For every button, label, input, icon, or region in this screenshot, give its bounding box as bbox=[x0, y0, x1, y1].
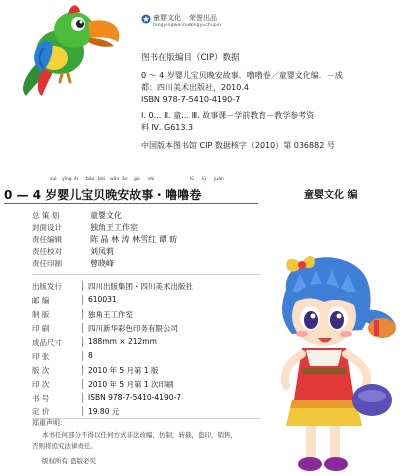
star-logo-icon bbox=[141, 14, 151, 24]
pub-label: 定 价 bbox=[32, 407, 50, 416]
credits-divider bbox=[32, 274, 260, 275]
pub-value: 610031 bbox=[88, 295, 117, 304]
pub-label: 书 号 bbox=[32, 394, 50, 403]
pub-value: ISBN 978-7-5410-4190-7 bbox=[88, 393, 181, 402]
parrot-illustration bbox=[18, 2, 128, 97]
pub-value: 独角王工作室 bbox=[88, 310, 133, 319]
title-rule bbox=[4, 203, 258, 204]
cip-line-1: 0 ～ 4 岁婴儿宝贝晚安故事．噜噜卷／童婴文化编．－成 bbox=[141, 71, 343, 80]
credit-value: 曾晓峰 bbox=[90, 259, 114, 268]
title-pinyin: yīng bbox=[62, 177, 72, 182]
cip-classification-1: Ⅰ. 0… Ⅱ. 童… Ⅲ. 故事课－学前教育－教学参考资 bbox=[141, 111, 315, 120]
logo-right-cn: 荣誉出品 bbox=[189, 14, 217, 22]
credit-label: 责任编辑 bbox=[32, 235, 62, 244]
pub-value: 19.80 元 bbox=[88, 407, 120, 416]
title-pinyin: bèi bbox=[98, 177, 105, 182]
pub-separator bbox=[82, 281, 83, 291]
pub-label: 印 次 bbox=[32, 380, 50, 389]
credit-label: 封面设计 bbox=[32, 223, 62, 232]
pub-label: 邮 编 bbox=[32, 296, 50, 305]
cip-heading: 图书在版编目（CIP）数据 bbox=[141, 53, 240, 63]
pub-separator bbox=[82, 309, 83, 319]
logo-left-cn: 童婴文化 bbox=[153, 14, 181, 22]
title-pinyin: wǎn bbox=[110, 177, 120, 182]
pub-separator bbox=[82, 351, 83, 361]
pub-value: 8 bbox=[88, 351, 93, 360]
title-pinyin: suì bbox=[50, 177, 57, 182]
pub-label: 成品尺寸 bbox=[32, 338, 62, 347]
title-pinyin: lū bbox=[202, 177, 207, 182]
logo-left-pinyin: tongyingwenhua bbox=[153, 23, 193, 28]
title-pinyin: ér bbox=[74, 177, 79, 182]
cip-record-number: 中国版本图书馆 CIP 数据核字（2010）第 036882 号 bbox=[141, 141, 335, 150]
credit-value: 陈 晶 林 涛 林雪红 谭 昉 bbox=[90, 235, 178, 244]
notice-line-1: 本书任何部分不得以任何方式非法改编，仿制，转载，盗印，销售， bbox=[42, 431, 237, 439]
credit-label: 责任印制 bbox=[32, 259, 62, 268]
title-pinyin: bǎo bbox=[86, 177, 95, 182]
title-pinyin: lū bbox=[190, 177, 195, 182]
credit-label: 总 策 划 bbox=[32, 211, 60, 220]
publisher-logo bbox=[141, 10, 222, 44]
cip-isbn: ISBN 978-7-5410-4190-7 bbox=[141, 95, 241, 104]
title-pinyin: juàn bbox=[214, 177, 224, 182]
credit-value: 刘凤莉 bbox=[90, 247, 114, 256]
pub-label: 制 版 bbox=[32, 310, 50, 319]
title-pinyin: shi bbox=[148, 177, 155, 182]
girl-illustration bbox=[262, 250, 400, 476]
credit-value: 童婴文化 bbox=[90, 211, 122, 220]
pub-separator bbox=[82, 295, 83, 305]
notice-line-2: 否则将追究法律责任。 bbox=[32, 442, 97, 450]
credit-value: 独角王工作室 bbox=[90, 223, 138, 232]
pub-value: 2010 年 5 月第 1 次印刷 bbox=[88, 380, 174, 389]
cip-line-2: 都：四川美术出版社，2010.4 bbox=[141, 83, 249, 92]
cip-classification-2: 料 Ⅳ. G613.3 bbox=[141, 123, 194, 132]
pub-label: 版 次 bbox=[32, 366, 50, 375]
book-author: 童婴文化 编 bbox=[304, 190, 358, 201]
logo-right-pinyin: rongyuchupin bbox=[189, 23, 222, 28]
pub-label: 出版发行 bbox=[32, 282, 62, 291]
pub-separator bbox=[82, 406, 83, 416]
title-pinyin: gù bbox=[134, 177, 140, 182]
pub-separator bbox=[82, 365, 83, 375]
pub-value: 四川出版集团・四川美术出版社 bbox=[88, 282, 193, 291]
notice-heading: 郑重声明： bbox=[32, 419, 67, 427]
pub-separator bbox=[82, 323, 83, 333]
pub-value: 2010 年 5 月第 1 版 bbox=[88, 366, 159, 375]
pub-label: 印 张 bbox=[32, 352, 50, 361]
credit-label: 责任校对 bbox=[32, 247, 62, 256]
pub-separator bbox=[82, 337, 83, 347]
notice-copyright: 版权所有 盗版必究 bbox=[42, 457, 97, 465]
pub-label: 印 刷 bbox=[32, 324, 50, 333]
title-pinyin: ān bbox=[122, 177, 128, 182]
book-title: 0 — 4 岁婴儿宝贝晚安故事・噜噜卷 bbox=[4, 188, 202, 202]
pub-value: 四川新华彩色印务有限公司 bbox=[88, 324, 178, 333]
pub-value: 188mm × 212mm bbox=[88, 337, 157, 346]
pub-separator bbox=[82, 379, 83, 389]
pub-separator bbox=[82, 393, 83, 403]
